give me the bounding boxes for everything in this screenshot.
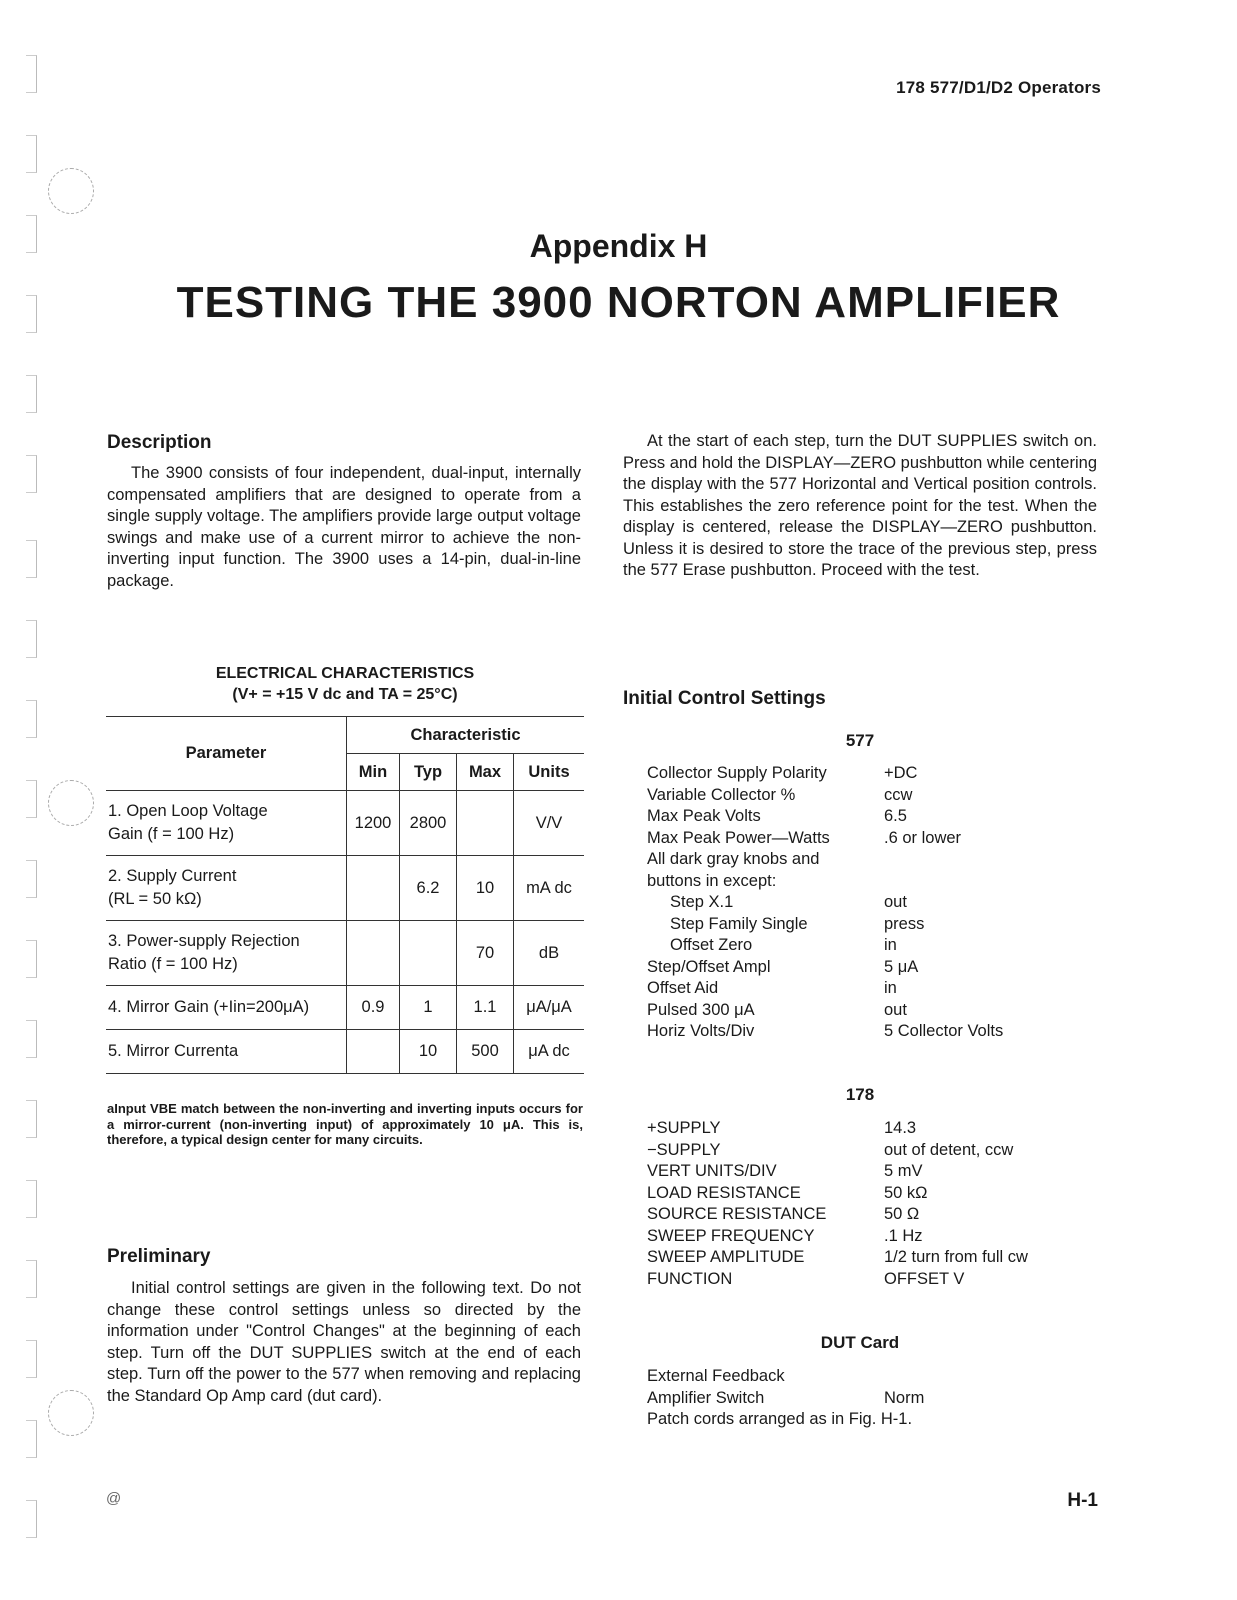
col-typ: Typ (400, 754, 457, 791)
setting-row: All dark gray knobs and (647, 850, 820, 868)
setting-row: SWEEP AMPLITUDE 1/2 turn from full cw (647, 1248, 1028, 1266)
settings-178 (647, 1118, 1097, 1290)
running-header: 178 577/D1/D2 Operators (896, 78, 1101, 97)
description-heading: Description (107, 432, 212, 453)
group-178-title: 178 (845, 1085, 875, 1104)
punch-hole (48, 1390, 94, 1436)
setting-row: Max Peak Volts 6.5 (647, 807, 907, 825)
appendix-title: Appendix H (529, 228, 708, 264)
preliminary-heading: Preliminary (107, 1246, 211, 1267)
col-units: Units (514, 754, 585, 791)
col-min: Min (347, 754, 400, 791)
page-number: H-1 (1067, 1490, 1098, 1511)
punch-hole (48, 168, 94, 214)
setting-row: −SUPPLY out of detent, ccw (647, 1140, 1014, 1159)
setting-row: Collector Supply Polarity +DC (647, 764, 918, 782)
setting-row: VERT UNITS/DIV 5 mV (647, 1162, 923, 1180)
dut-note: Patch cords arranged as in Fig. H-1. (647, 1410, 913, 1428)
setting-row: Horiz Volts/Div 5 Collector Volts (647, 1022, 1004, 1040)
setting-row: +SUPPLY 14.3 (647, 1119, 917, 1137)
page-title: TESTING THE 3900 NORTON AMPLIFIER (176, 278, 1061, 327)
table-caption: ELECTRICAL CHARACTERISTICS (V+ = +15 V dc and TA = 25°C) (215, 665, 475, 703)
setting-row: Max Peak Power—Watts .6 or lower (647, 828, 962, 847)
settings-577 (647, 763, 1097, 1043)
setting-row: Amplifier Switch Norm (647, 1388, 925, 1407)
setting-row: LOAD RESISTANCE 50 kΩ (647, 1183, 928, 1202)
table-row: 4. Mirror Gain (+Iin=200μA) 0.9 1 1.1 μA/μA (106, 986, 584, 1030)
electrical-characteristics-table (106, 716, 584, 1074)
setting-row: SWEEP FREQUENCY .1 Hz (647, 1226, 923, 1245)
setting-row: FUNCTION OFFSET V (647, 1269, 965, 1288)
setting-row: Step Family Single press (670, 914, 925, 933)
col-parameter: Parameter (106, 717, 347, 791)
setting-row: External Feedback (647, 1367, 785, 1385)
setting-row: buttons in except: (647, 871, 777, 890)
group-577-title: 577 (845, 731, 875, 750)
setting-row: Variable Collector % ccw (647, 785, 913, 804)
procedure-intro: At the start of each step, turn the DUT SUPPLIES switch on. Press and hold the DISPLAY—ZERO pushbutton while centering the display with the 577 Horizontal and Vertical position controls. This establishes the zero reference point for the test. When the display is centered, release the DISPLAY—ZERO pushbutton. Unless it is desired to store the trace of the previous step, press the 577 Erase pushbutton. Proceed with the test. (623, 432, 1097, 579)
setting-row: Offset Aid in (647, 979, 897, 997)
settings-dut (647, 1366, 1097, 1431)
table-row: 1. Open Loop Voltage Gain (f = 100 Hz) 1200 2800 V/V (106, 791, 584, 856)
group-dut-title: DUT Card (820, 1333, 900, 1352)
preliminary-text: Initial control settings are given in the following text. Do not change these control settings unless so directed by the information under "Control Changes" at the beginning of each step. Turn off the DUT SUPPLIES switch at the end of each step. Turn off the power to the 577 when removing and replacing the Standard Op Amp card (dut card). (107, 1279, 581, 1405)
setting-row: Step X.1 out (670, 893, 907, 911)
table-row: 5. Mirror Currenta 10 500 μA dc (106, 1030, 584, 1074)
col-characteristic: Characteristic (347, 717, 585, 754)
table-row: 3. Power-supply Rejection Ratio (f = 100 Hz) 70 dB (106, 921, 584, 986)
table-row: 2. Supply Current (RL = 50 kΩ) 6.2 10 mA dc (106, 856, 584, 921)
punch-hole (48, 780, 94, 826)
table-footnote: aInput VBE match between the non-inverting and inverting inputs occurs for a mirror-current (non-inverting input) of approximately 10 μA. This is, therefore, a typical design center for many circuits. (107, 1101, 583, 1147)
initial-settings-heading: Initial Control Settings (623, 688, 826, 709)
setting-row: Step/Offset Ampl 5 μA (647, 957, 919, 976)
col-max: Max (457, 754, 514, 791)
description-text: The 3900 consists of four independent, dual-input, internally compensated amplifiers that are designed to operate from a single supply voltage. The amplifiers provide large output voltage swings and make use of a current mirror to achieve the non-inverting input function. The 3900 uses a 14-pin, dual-in-line package. (107, 464, 581, 590)
setting-row: Offset Zero in (670, 936, 897, 954)
setting-row: SOURCE RESISTANCE 50 Ω (647, 1205, 920, 1223)
copyright-mark: @ (106, 1490, 122, 1507)
setting-row: Pulsed 300 μA out (647, 1000, 907, 1019)
